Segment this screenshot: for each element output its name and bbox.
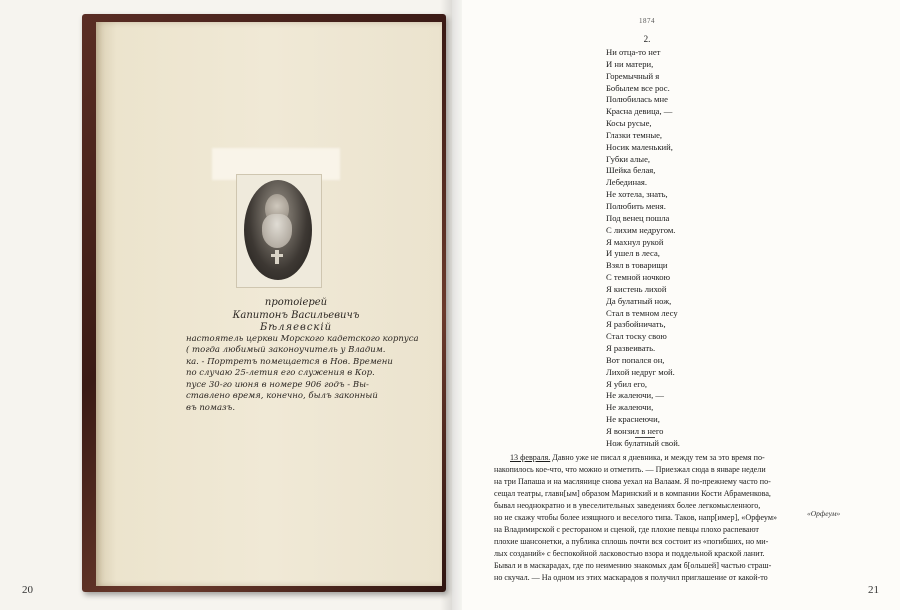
poem-line: Да булатный нож, — [606, 295, 672, 306]
caption-title-1: протоiерей — [264, 297, 328, 308]
poem-line: Косы русые, — [606, 118, 652, 129]
poem-line: Стал в темном лесу — [606, 307, 678, 318]
poem-line: Лебединая. — [606, 177, 648, 188]
poem-line: Я разбойничать, — [606, 319, 666, 330]
poem-line: Вот попался он, — [606, 354, 665, 365]
caption-line: ( тогда любимый законоучитель у Владим. — [186, 345, 386, 355]
left-page-number: 20 — [22, 584, 33, 596]
caption-line: пусе 30-го июня в номере 906 годъ - Вы- — [186, 379, 369, 390]
poem-line: Лихой недруг мой. — [606, 366, 675, 377]
poem-line: И ушел в леса, — [606, 248, 660, 259]
poem-line: Взял в товарищи — [606, 260, 668, 271]
caption-title-2: Капитонъ Васильевичъ — [232, 310, 360, 321]
caption-surname: Бѣляевскiй — [259, 322, 333, 333]
portrait-beard — [262, 214, 292, 248]
poem-line: Я вонзил в него — [606, 426, 664, 436]
poem-line: Глазки темные, — [606, 129, 663, 140]
margin-note: «Орфеум» — [807, 509, 841, 518]
section-divider — [635, 437, 655, 438]
poem-line: Горемычный я — [606, 70, 660, 81]
poem-line: Нож булатный свой. — [606, 437, 680, 448]
prose-line: бывал неоднократно и в увеселительных заведениях более легкомысленного, — [494, 501, 761, 511]
poem-number: 2. — [643, 34, 651, 44]
entry-date: 13 февраля. — [510, 453, 551, 462]
poem-line: Шейка белая, — [606, 165, 656, 176]
caption-line: ка. - Портретъ помещается в Нов. Времени — [186, 356, 393, 367]
prose-line: плохие шансонетки, а публика сплошь почти вся состоит из «погибших, но ми- — [494, 537, 769, 547]
poem-line: Не краснеючи, — [606, 414, 660, 425]
poem-line: Не жалеючи, — — [606, 390, 665, 401]
prose-line: Бывал и в маскарадах, где по неимению знакомых дам б[ольшей] частью страш- — [494, 561, 772, 571]
poem-line: С лихим недругом. — [606, 224, 676, 235]
caption-line: ставлено время, конечно, былъ законный — [186, 391, 378, 401]
poem-line: Бобылем все рос. — [606, 82, 670, 93]
prose-line: на Владимирской с рестораном и сценой, где плохие певцы плохо распевают — [494, 525, 759, 535]
prose-line: сещал театры, главн[ым] образом Маринский и в компании Кости Абраменкова, — [494, 489, 771, 499]
prose-line: лых созданий» с беспокойной ласковостью взора и поддельной краской ланит. — [494, 549, 765, 559]
caption-line: настоятель церкви Морского кадетского корпуса — [186, 333, 419, 344]
poem-line: Я убил его, — [606, 378, 648, 389]
poem-line: Полюбилась мне — [606, 94, 668, 105]
poem-line: Я кистень лихой — [606, 283, 667, 294]
poem-line: Красна девица, — — [606, 106, 673, 117]
prose-line: но скучал. — На одном из этих маскарадов я получил приглашение от какой-то — [494, 573, 768, 583]
handwritten-caption — [186, 296, 419, 414]
poem — [606, 47, 680, 450]
poem-line: С темной ночкою — [606, 272, 670, 283]
poem-line: Под венец пошла — [606, 212, 670, 223]
poem-line: Не хотела, знать, — [606, 189, 668, 200]
poem-line: Стал тоску свою — [606, 331, 667, 342]
prose-line: на три Папаша и на масляницe снова уехал на Валаам. Я по-прежнему часто по- — [494, 477, 771, 487]
prose-line: накопилось кое-что, что можно и отметить. — Приезжал сюда в январе недели — [494, 465, 766, 475]
diary-entry — [494, 452, 798, 585]
poem-line: И ни матери, — [606, 58, 654, 69]
poem-line: Носик маленький, — [606, 141, 673, 152]
right-page-number: 21 — [868, 584, 879, 596]
running-head: 1874 — [639, 17, 655, 25]
poem-line: Я развеивать. — [606, 343, 656, 354]
poem-line: Я махнул рукой — [606, 236, 664, 247]
prose-first-text: Давно уже не писал я дневника, и между тем за это время по- — [550, 453, 765, 462]
caption-line: по случаю 25-летия его служения в Кор. — [186, 368, 375, 378]
poem-line: Полюбить меня. — [606, 200, 666, 211]
prose-line-first — [494, 452, 798, 464]
pectoral-cross — [275, 250, 279, 264]
poem-line: Ни отца-то нет — [606, 47, 661, 57]
prose-line: но не скажу чтобы более изящного и веселого типа. Таков, напр[имер], «Орфеум» — [494, 513, 777, 523]
poem-line: Не жалеючи, — [606, 402, 654, 413]
caption-line: въ помазъ. — [186, 402, 236, 413]
poem-line: Губки алые, — [606, 153, 651, 164]
